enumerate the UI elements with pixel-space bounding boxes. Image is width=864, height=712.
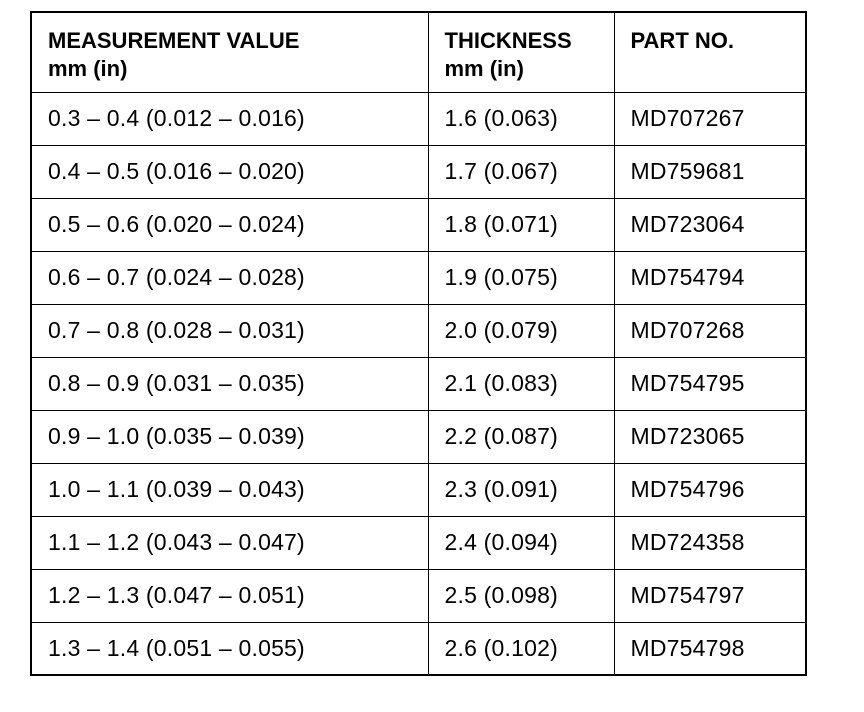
measurement-cell: 0.4 – 0.5 (0.016 – 0.020) [31, 145, 428, 198]
table-row [31, 251, 806, 304]
table-row [31, 92, 806, 145]
header-measurement-title: MEASUREMENT VALUE [48, 28, 300, 53]
part-no-cell: MD723065 [614, 410, 806, 463]
thickness-cell: 1.8 (0.071) [428, 198, 614, 251]
measurement-cell: 1.1 – 1.2 (0.043 – 0.047) [31, 516, 428, 569]
part-no-cell: MD759681 [614, 145, 806, 198]
thickness-cell: 2.2 (0.087) [428, 410, 614, 463]
measurement-cell: 0.9 – 1.0 (0.035 – 0.039) [31, 410, 428, 463]
header-measurement-unit: mm (in) [48, 56, 128, 81]
table-row [31, 145, 806, 198]
thickness-cell: 2.3 (0.091) [428, 463, 614, 516]
table-row [31, 198, 806, 251]
spacer-selection-table [30, 11, 807, 676]
header-thickness-title: THICKNESS [444, 28, 572, 53]
table-row [31, 516, 806, 569]
table-row [31, 463, 806, 516]
thickness-cell: 2.5 (0.098) [428, 569, 614, 622]
part-no-cell: MD724358 [614, 516, 806, 569]
part-no-cell: MD754794 [614, 251, 806, 304]
part-no-cell: MD754795 [614, 357, 806, 410]
table-header-row [31, 12, 806, 92]
table-row [31, 357, 806, 410]
table-row [31, 304, 806, 357]
header-part-no [614, 12, 806, 92]
measurement-cell: 0.3 – 0.4 (0.012 – 0.016) [31, 92, 428, 145]
measurement-cell: 0.8 – 0.9 (0.031 – 0.035) [31, 357, 428, 410]
thickness-cell: 1.6 (0.063) [428, 92, 614, 145]
thickness-cell: 1.7 (0.067) [428, 145, 614, 198]
header-thickness-unit: mm (in) [444, 56, 524, 81]
table-row [31, 410, 806, 463]
measurement-cell: 0.5 – 0.6 (0.020 – 0.024) [31, 198, 428, 251]
part-no-cell: MD707268 [614, 304, 806, 357]
thickness-cell: 2.1 (0.083) [428, 357, 614, 410]
part-no-cell: MD754797 [614, 569, 806, 622]
thickness-cell: 2.6 (0.102) [428, 622, 614, 675]
measurement-cell: 1.3 – 1.4 (0.051 – 0.055) [31, 622, 428, 675]
table-row [31, 569, 806, 622]
measurement-cell: 0.6 – 0.7 (0.024 – 0.028) [31, 251, 428, 304]
measurement-cell: 1.2 – 1.3 (0.047 – 0.051) [31, 569, 428, 622]
header-thickness [428, 12, 614, 92]
part-no-cell: MD707267 [614, 92, 806, 145]
table-row [31, 622, 806, 675]
header-part-no-title: PART NO. [630, 28, 734, 53]
thickness-cell: 2.0 (0.079) [428, 304, 614, 357]
part-no-cell: MD754796 [614, 463, 806, 516]
measurement-cell: 0.7 – 0.8 (0.028 – 0.031) [31, 304, 428, 357]
header-measurement-value [31, 12, 428, 92]
thickness-cell: 2.4 (0.094) [428, 516, 614, 569]
thickness-cell: 1.9 (0.075) [428, 251, 614, 304]
part-no-cell: MD723064 [614, 198, 806, 251]
measurement-cell: 1.0 – 1.1 (0.039 – 0.043) [31, 463, 428, 516]
part-no-cell: MD754798 [614, 622, 806, 675]
